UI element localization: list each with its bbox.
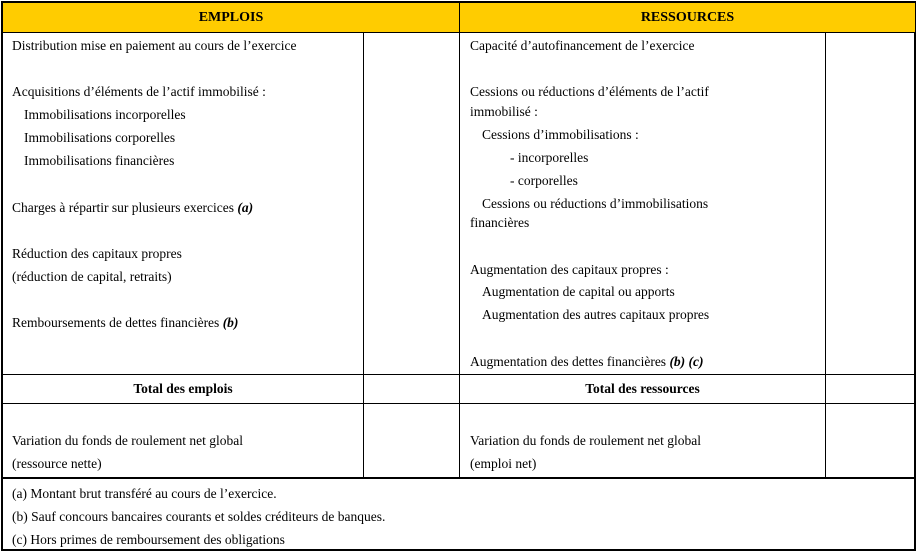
emploi-variation-line2: (ressource nette) <box>12 456 102 471</box>
emploi-remboursements <box>12 315 238 331</box>
rule-emplois-amount <box>363 32 364 477</box>
ressource-cessions-line2: immobilisé : <box>470 104 538 119</box>
ressource-augmentation-capital: Augmentation de capital ou apports <box>482 284 675 299</box>
emploi-remboursements-text: Remboursements de dettes financières <box>12 315 223 330</box>
rule-ressources-amount <box>825 32 826 477</box>
ressource-augmentation-dettes-text: Augmentation des dettes financières <box>470 354 670 369</box>
ressource-corporelles: - corporelles <box>510 173 578 188</box>
rule-middle <box>459 3 460 477</box>
ressource-cessions-fin-line2: financières <box>470 215 530 230</box>
emploi-variation-line1: Variation du fonds de roulement net global <box>12 433 243 448</box>
ressource-cessions-line1: Cessions ou réductions d’éléments de l’actif <box>470 84 709 99</box>
ressource-augmentation-capitaux: Augmentation des capitaux propres : <box>470 262 669 277</box>
ressource-variation-line2: (emploi net) <box>470 456 537 471</box>
emploi-charges-note: (a) <box>237 200 254 215</box>
rule-notes <box>3 477 915 479</box>
ressource-variation-line1: Variation du fonds de roulement net global <box>470 433 701 448</box>
ressource-incorporelles: - incorporelles <box>510 150 589 165</box>
emploi-charges-text: Charges à répartir sur plusieurs exercices <box>12 200 238 215</box>
emploi-remboursements-note: (b) <box>222 315 239 330</box>
emploi-reduction-line2: (réduction de capital, retraits) <box>12 269 172 284</box>
note-a: (a) Montant brut transféré au cours de l’exercice. <box>12 486 277 501</box>
emploi-distribution: Distribution mise en paiement au cours de l’exercice <box>12 38 297 53</box>
total-ressources: Total des ressources <box>585 381 700 396</box>
emploi-acquisitions: Acquisitions d’éléments de l’actif immobilisé : <box>12 84 266 99</box>
ressource-cessions-immo: Cessions d’immobilisations : <box>482 127 639 142</box>
total-emplois: Total des emplois <box>133 381 233 396</box>
emploi-immo-incorporelles: Immobilisations incorporelles <box>24 107 186 122</box>
emploi-immo-corporelles: Immobilisations corporelles <box>24 130 176 145</box>
header-emplois: EMPLOIS <box>3 3 459 32</box>
ressource-augmentation-dettes <box>470 354 704 370</box>
header-ressources: RESSOURCES <box>460 3 915 32</box>
emploi-reduction-line1: Réduction des capitaux propres <box>12 246 182 261</box>
ressource-capacite: Capacité d’autofinancement de l’exercice <box>470 38 695 53</box>
emploi-charges <box>12 200 253 216</box>
note-c: (c) Hors primes de remboursement des obligations <box>12 532 285 547</box>
emploi-immo-financieres: Immobilisations financières <box>24 153 175 168</box>
ressource-cessions-fin-line1: Cessions ou réductions d’immobilisations <box>482 196 709 211</box>
ressource-augmentation-dettes-note: (b) (c) <box>669 354 704 369</box>
ressource-augmentation-autres: Augmentation des autres capitaux propres <box>482 307 710 322</box>
note-b: (b) Sauf concours bancaires courants et soldes créditeurs de banques. <box>12 509 386 524</box>
